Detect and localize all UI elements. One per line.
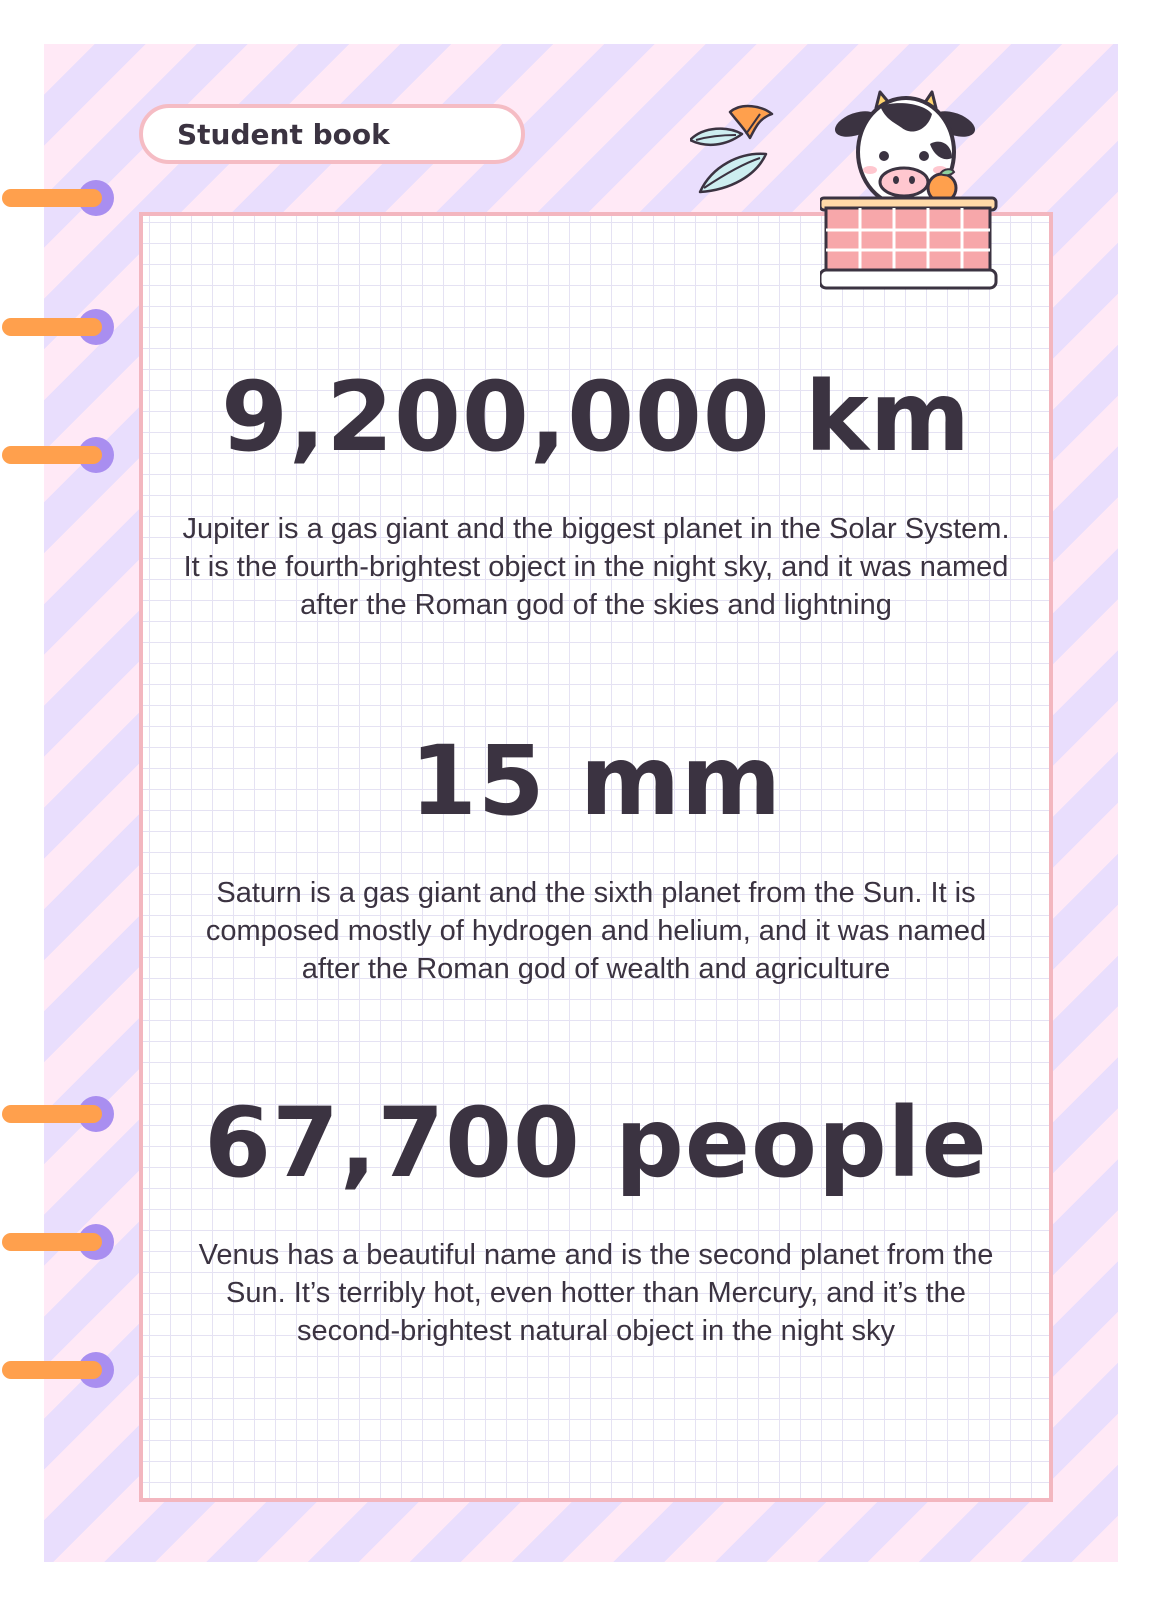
leaves-icon — [690, 104, 810, 196]
stat-description: Saturn is a gas giant and the sixth planet from the Sun. It is composed mostly of hydrogen and helium, and it was named after the Roman god of wealth and agriculture — [205, 877, 987, 985]
tab-label: Student book — [177, 118, 390, 151]
title-tab — [139, 104, 525, 164]
binder-ring-icon — [2, 1224, 114, 1260]
binder-ring-icon — [2, 1352, 114, 1388]
stat-value: 67,700 people — [204, 1087, 988, 1199]
stat-description: Jupiter is a gas giant and the biggest planet in the Solar System. It is the fourth-brightest object in the night sky, and it was named after the Roman god of the skies and lightning — [182, 513, 1010, 621]
stat-block — [143, 362, 1049, 624]
binder-ring-icon — [2, 437, 114, 473]
stat-block — [143, 1088, 1049, 1350]
binder-ring-icon — [2, 309, 114, 345]
stat-value: 9,200,000 km — [221, 361, 971, 473]
stat-block — [143, 726, 1049, 988]
grid-sheet — [139, 212, 1053, 1502]
binder-ring-icon — [2, 180, 114, 216]
stat-description: Venus has a beautiful name and is the second planet from the Sun. It’s terribly hot, even hotter than Mercury, and it’s the second-brightest natural object in the night sky — [198, 1239, 994, 1347]
stat-value: 15 mm — [409, 725, 783, 837]
cow-icon — [820, 90, 1030, 310]
binder-ring-icon — [2, 1096, 114, 1132]
